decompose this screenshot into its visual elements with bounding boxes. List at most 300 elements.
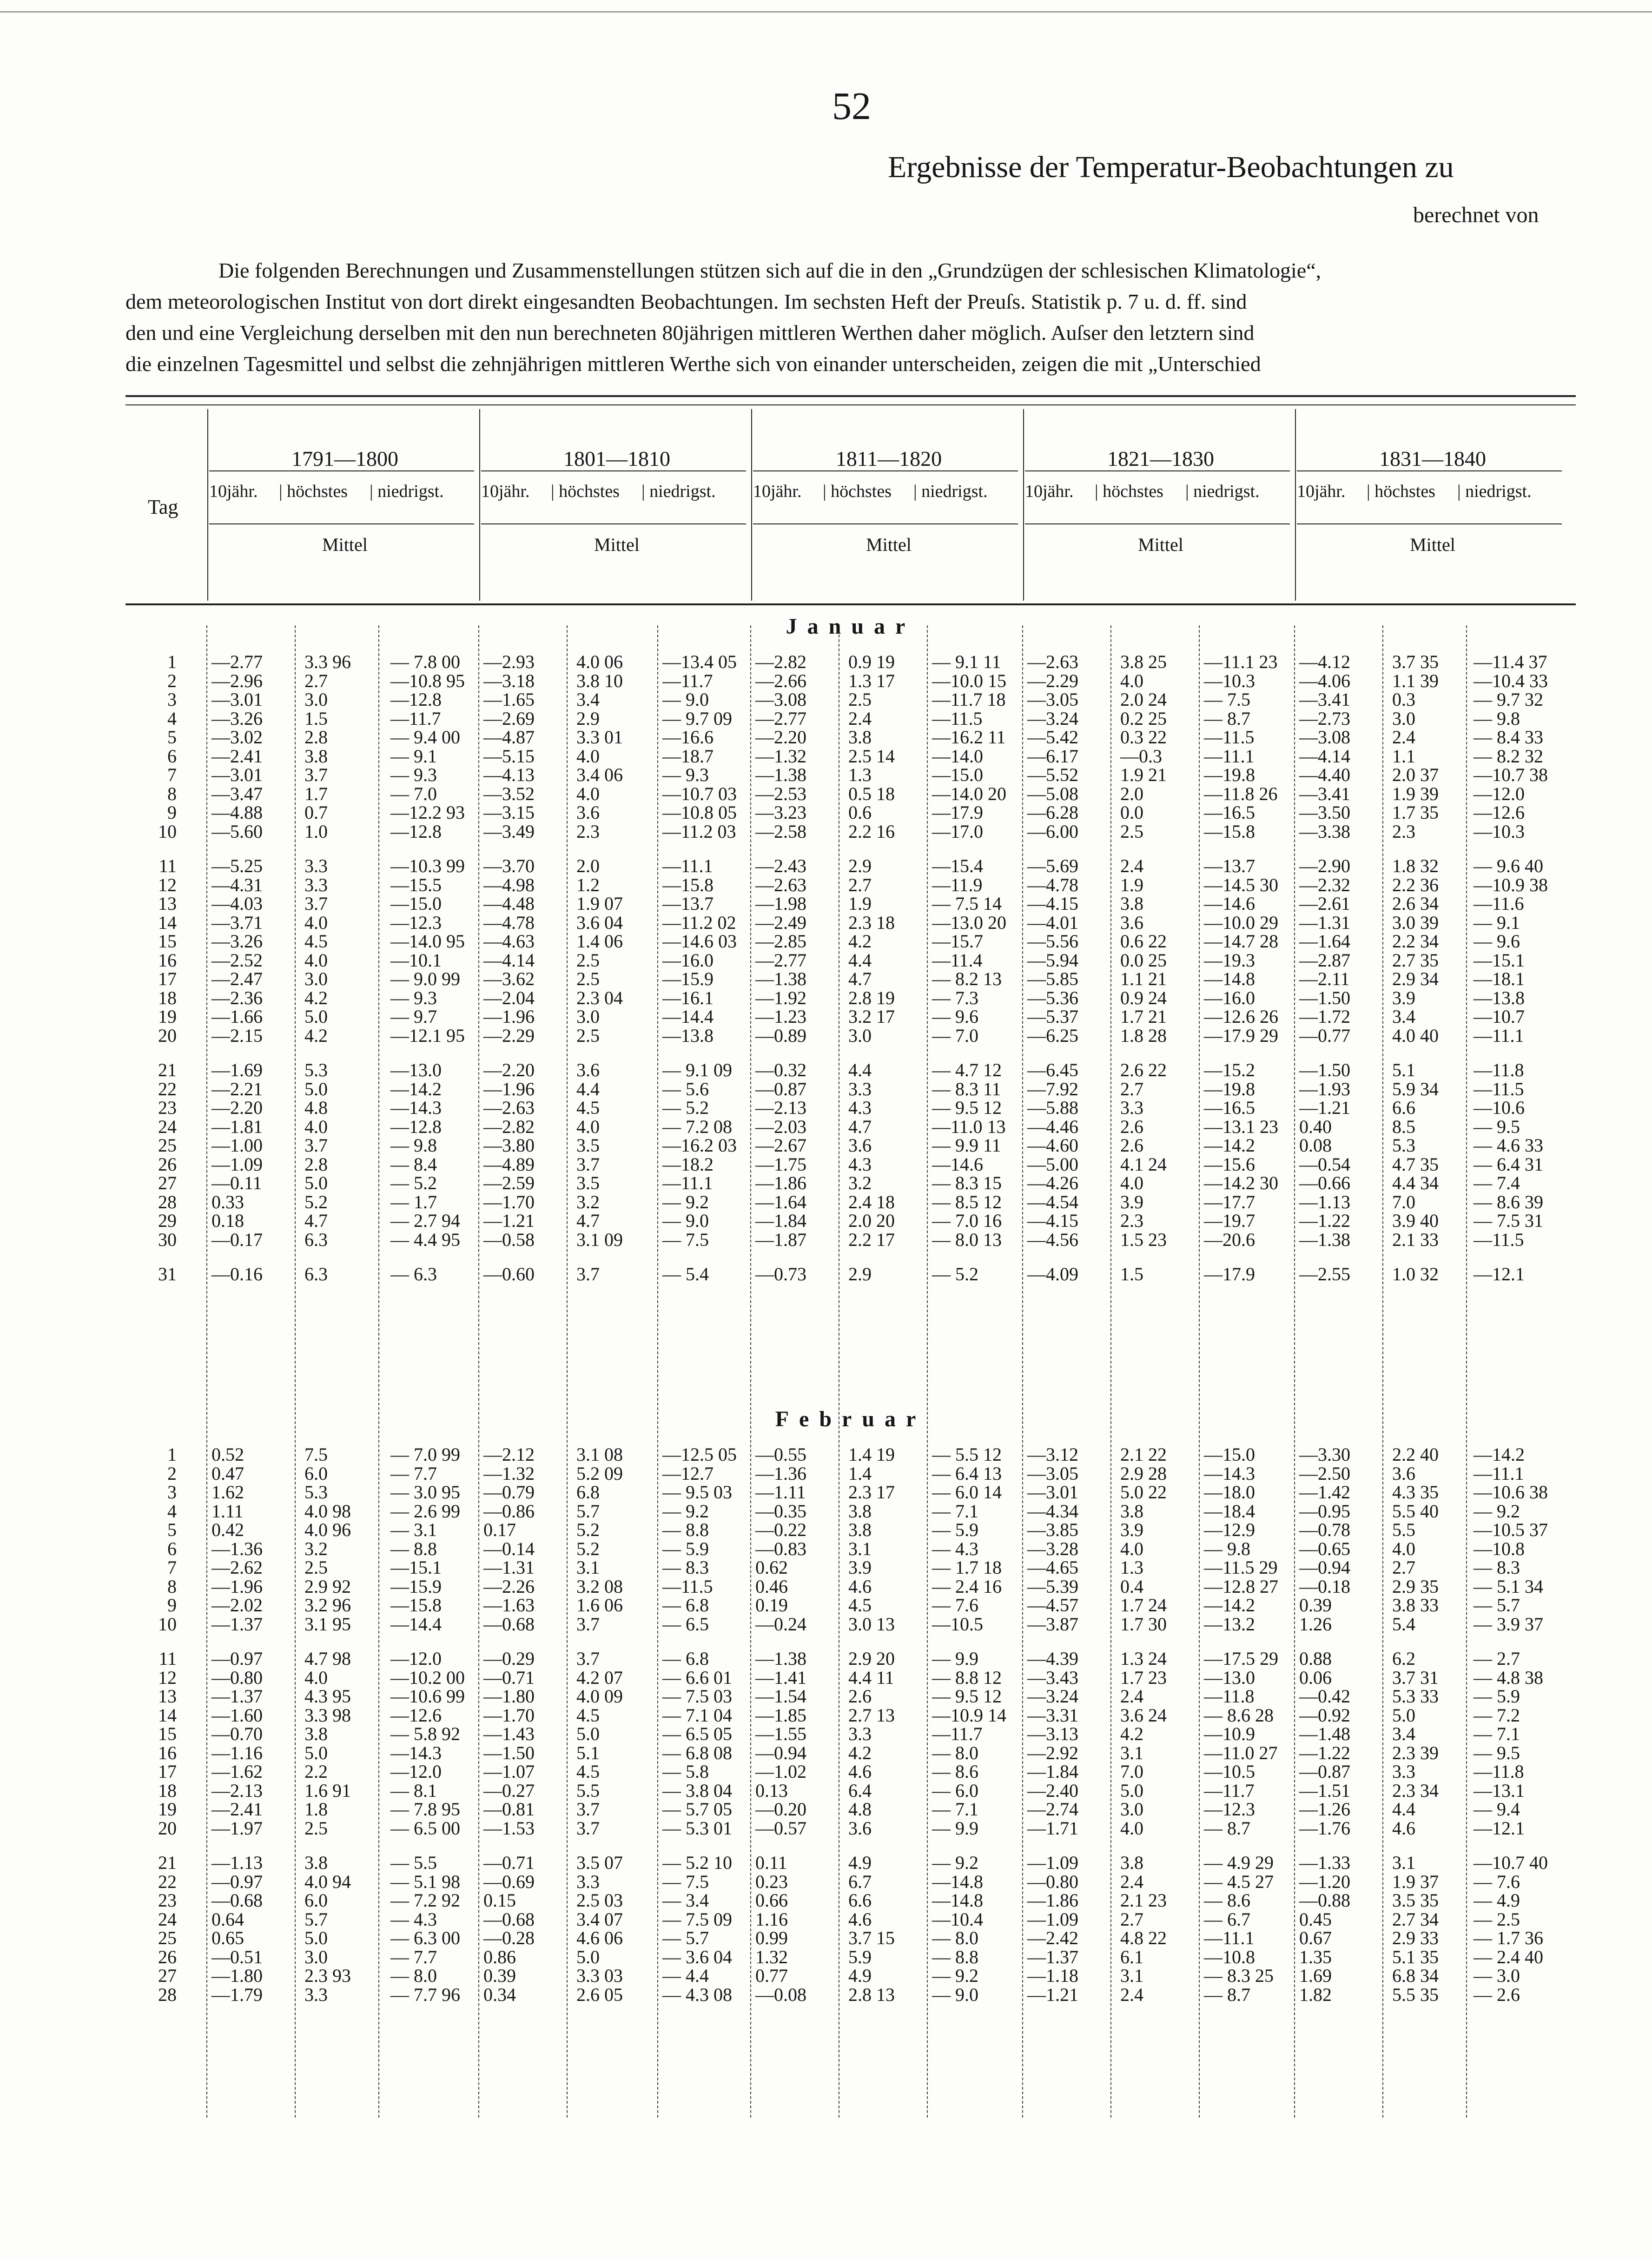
mean-cell: —0.79 <box>483 1482 535 1503</box>
min-cell: —11.5 29 <box>1204 1557 1278 1578</box>
max-cell: 4.7 35 <box>1392 1153 1439 1175</box>
min-cell: —11.7 <box>932 1723 983 1744</box>
max-cell: 4.2 <box>848 1742 872 1763</box>
mean-cell: —0.08 <box>755 1984 806 2005</box>
min-cell: — 9.4 00 <box>390 727 460 748</box>
mean-cell: —1.54 <box>755 1686 806 1707</box>
mean-cell: —1.84 <box>1027 1761 1078 1782</box>
max-cell: 1.6 06 <box>576 1595 623 1616</box>
table-row <box>0 1137 1652 1154</box>
min-cell: — 8.7 <box>1204 708 1250 729</box>
min-cell: — 5.2 <box>932 1264 978 1285</box>
max-cell: 3.0 <box>304 689 328 710</box>
day-cell: 14 <box>158 1704 177 1726</box>
max-cell: 2.2 36 <box>1392 874 1439 895</box>
table-row <box>0 1080 1652 1098</box>
decade-header: 1831—1840 <box>1379 447 1486 470</box>
mean-cell: —0.94 <box>755 1742 806 1763</box>
min-cell: —13.1 <box>1474 1780 1525 1801</box>
min-cell: —14.0 95 <box>390 931 465 952</box>
max-cell: 2.9 28 <box>1120 1463 1167 1484</box>
max-cell: 3.4 <box>1392 1723 1415 1744</box>
header-rule-top-thin <box>126 404 1576 405</box>
subheader-rule <box>753 523 1018 524</box>
max-cell: 3.0 <box>304 1946 328 1967</box>
mean-cell: —0.95 <box>1299 1500 1350 1522</box>
max-cell: 3.4 06 <box>576 764 623 785</box>
min-cell: —11.6 <box>1474 893 1524 914</box>
mean-cell: —4.78 <box>483 912 535 933</box>
max-cell: 2.0 20 <box>848 1210 895 1231</box>
min-cell: — 4.9 <box>1474 1890 1520 1911</box>
max-cell: 1.1 39 <box>1392 670 1439 691</box>
mean-cell: —0.42 <box>1299 1686 1350 1707</box>
mean-cell: —1.71 <box>1027 1817 1078 1839</box>
min-cell: — 6.7 <box>1204 1908 1250 1930</box>
intro-line: den und eine Vergleichung derselben mit den nun berechneten 80jährigen mittleren Werthen daher möglich. Auſser den letztern sind <box>126 321 1255 344</box>
mean-cell: —3.31 <box>1027 1704 1078 1726</box>
mean-cell: —0.65 <box>1299 1538 1350 1559</box>
min-cell: —17.5 29 <box>1204 1648 1278 1669</box>
min-cell: —11.7 <box>1204 1780 1255 1801</box>
min-cell: — 2.5 <box>1474 1908 1520 1930</box>
mean-cell: 0.46 <box>755 1576 788 1597</box>
mean-cell: —1.70 <box>483 1191 535 1212</box>
mean-cell: —2.02 <box>211 1595 263 1616</box>
max-cell: 3.0 13 <box>848 1613 895 1635</box>
min-cell: — 9.2 <box>662 1500 709 1522</box>
mean-cell: —0.97 <box>211 1871 263 1892</box>
min-cell: —10.3 <box>1474 821 1525 842</box>
min-cell: —11.7 <box>390 708 441 729</box>
mean-cell: —0.29 <box>483 1648 535 1669</box>
max-cell: 2.5 <box>576 968 600 989</box>
day-cell: 11 <box>159 1648 177 1669</box>
day-cell: 9 <box>167 802 177 823</box>
mean-cell: —1.50 <box>483 1742 535 1763</box>
max-cell: 1.1 21 <box>1120 968 1167 989</box>
max-cell: 3.9 <box>1120 1191 1143 1212</box>
column-subheader: | höchstes <box>551 482 620 501</box>
max-cell: 2.9 <box>848 855 872 876</box>
mean-cell: —1.75 <box>755 1153 806 1175</box>
min-cell: —14.5 30 <box>1204 874 1278 895</box>
mean-cell: 1.11 <box>211 1500 244 1522</box>
min-cell: — 8.6 39 <box>1474 1191 1543 1212</box>
min-cell: — 9.3 <box>390 987 437 1008</box>
min-cell: — 8.1 <box>390 1780 437 1801</box>
min-cell: — 7.0 16 <box>932 1210 1002 1231</box>
min-cell: —14.2 <box>1474 1444 1525 1465</box>
mean-cell: —1.64 <box>1299 931 1350 952</box>
max-cell: 3.2 17 <box>848 1006 895 1027</box>
min-cell: —10.7 38 <box>1474 764 1548 785</box>
min-cell: — 5.2 <box>390 1172 437 1193</box>
max-cell: 2.0 <box>576 855 600 876</box>
mean-cell: —1.36 <box>211 1538 263 1559</box>
min-cell: — 3.1 <box>390 1519 437 1540</box>
max-cell: 0.9 24 <box>1120 987 1167 1008</box>
column-subheader: | niedrigst. <box>1185 482 1260 501</box>
day-cell: 1 <box>167 1444 177 1465</box>
table-row <box>0 1540 1652 1558</box>
min-cell: —11.5 <box>662 1576 713 1597</box>
max-cell: 4.0 <box>304 912 328 933</box>
max-cell: 3.5 35 <box>1392 1890 1439 1911</box>
min-cell: — 5.7 <box>1474 1595 1520 1616</box>
mean-cell: —0.94 <box>1299 1557 1350 1578</box>
day-cell: 20 <box>158 1817 177 1839</box>
max-cell: 1.6 91 <box>304 1780 351 1801</box>
max-cell: 6.3 <box>304 1229 328 1250</box>
min-cell: — 5.8 <box>662 1761 709 1782</box>
mean-cell: —0.11 <box>211 1172 262 1193</box>
table-row <box>0 1986 1652 2004</box>
max-cell: 3.3 01 <box>576 727 623 748</box>
table-row <box>0 745 1652 767</box>
min-cell: — 7.5 <box>1204 689 1250 710</box>
max-cell: 2.2 16 <box>848 821 895 842</box>
mean-cell: —2.52 <box>211 949 263 971</box>
day-cell: 23 <box>158 1890 177 1911</box>
mean-cell: —0.27 <box>483 1780 535 1801</box>
min-cell: — 7.5 <box>662 1871 709 1892</box>
day-cell: 7 <box>167 764 177 785</box>
max-cell: —0.3 <box>1120 745 1162 767</box>
min-cell: —11.2 02 <box>662 912 736 933</box>
mean-cell: —5.36 <box>1027 987 1078 1008</box>
mean-cell: —0.24 <box>755 1613 806 1635</box>
max-cell: 3.6 <box>1392 1463 1415 1484</box>
max-cell: 2.5 03 <box>576 1890 623 1911</box>
min-cell: — 5.9 <box>1474 1686 1520 1707</box>
mean-cell: —2.77 <box>211 651 263 672</box>
day-cell: 21 <box>158 1059 177 1080</box>
mean-cell: —0.88 <box>1299 1890 1350 1911</box>
min-cell: — 3.4 <box>662 1890 709 1911</box>
max-cell: 2.7 34 <box>1392 1908 1439 1930</box>
table-row <box>0 895 1652 913</box>
mean-cell: —4.40 <box>1299 764 1350 785</box>
page-title: Ergebnisse der Temperatur-Beobachtungen zu <box>888 150 1454 184</box>
mean-cell: —1.86 <box>755 1172 806 1193</box>
table-row <box>0 1929 1652 1947</box>
max-cell: 2.7 35 <box>1392 949 1439 971</box>
min-cell: —12.0 <box>390 1761 442 1782</box>
max-cell: 4.8 22 <box>1120 1927 1167 1948</box>
min-cell: —12.8 <box>390 1116 442 1137</box>
day-cell: 5 <box>167 727 177 748</box>
mean-cell: —2.53 <box>755 783 806 804</box>
min-cell: — 3.9 37 <box>1474 1613 1543 1635</box>
mean-cell: —4.46 <box>1027 1116 1078 1137</box>
table-row <box>0 1596 1652 1614</box>
min-cell: —13.4 05 <box>662 651 737 672</box>
min-cell: — 2.6 <box>1474 1984 1520 2005</box>
column-subheader: | höchstes <box>279 482 348 501</box>
max-cell: 5.3 33 <box>1392 1686 1439 1707</box>
mean-cell: —2.36 <box>211 987 263 1008</box>
min-cell: — 3.0 95 <box>390 1482 460 1503</box>
mean-cell: —0.86 <box>483 1500 535 1522</box>
min-cell: — 4.4 <box>662 1965 709 1986</box>
mean-cell: —1.96 <box>483 1078 535 1099</box>
min-cell: —11.8 <box>1204 1686 1255 1707</box>
table-row <box>0 728 1652 746</box>
min-cell: — 5.9 <box>932 1519 978 1540</box>
max-cell: 3.7 <box>576 1264 600 1285</box>
min-cell: —18.0 <box>1204 1482 1255 1503</box>
max-cell: 2.1 33 <box>1392 1229 1439 1250</box>
max-cell: 2.4 <box>1120 1984 1143 2005</box>
max-cell: 3.1 95 <box>304 1613 351 1635</box>
mean-cell: —1.69 <box>211 1059 263 1080</box>
min-cell: — 5.7 <box>662 1927 709 1948</box>
mean-cell: 0.62 <box>755 1557 788 1578</box>
min-cell: —11.0 27 <box>1204 1742 1278 1763</box>
min-cell: — 1.7 <box>390 1191 437 1212</box>
min-cell: —15.9 <box>390 1576 442 1597</box>
max-cell: 2.3 <box>1392 821 1415 842</box>
mean-cell: —2.29 <box>1027 670 1078 691</box>
min-cell: — 9.3 <box>390 764 437 785</box>
table-row <box>0 804 1652 821</box>
header-column-divider <box>1295 409 1296 601</box>
mean-cell: —3.52 <box>483 783 535 804</box>
min-cell: — 8.3 <box>1474 1557 1520 1578</box>
table-row <box>0 1613 1652 1635</box>
min-cell: — 9.5 12 <box>932 1097 1002 1118</box>
max-cell: 2.6 22 <box>1120 1059 1167 1080</box>
day-cell: 3 <box>167 689 177 710</box>
min-cell: — 9.8 <box>1474 708 1520 729</box>
mean-cell: —4.54 <box>1027 1191 1078 1212</box>
max-cell: 5.3 <box>304 1482 328 1503</box>
mean-cell: 0.08 <box>1299 1135 1332 1156</box>
max-cell: 1.9 <box>848 893 872 914</box>
mean-cell: 0.66 <box>755 1890 788 1911</box>
min-cell: —12.6 <box>390 1704 442 1726</box>
max-cell: 1.9 07 <box>576 893 623 914</box>
day-cell: 3 <box>167 1482 177 1503</box>
min-cell: —19.7 <box>1204 1210 1255 1231</box>
mean-cell: —6.00 <box>1027 821 1078 842</box>
mean-cell: —1.43 <box>483 1723 535 1744</box>
day-cell: 18 <box>158 987 177 1008</box>
mean-cell: —0.89 <box>755 1025 806 1046</box>
max-cell: 3.7 15 <box>848 1927 895 1948</box>
day-cell: 18 <box>158 1780 177 1801</box>
max-cell: 3.1 <box>848 1538 872 1559</box>
day-cell: 21 <box>158 1852 177 1873</box>
max-cell: 2.7 <box>1120 1908 1143 1930</box>
min-cell: — 7.5 09 <box>662 1908 732 1930</box>
min-cell: — 9.5 03 <box>662 1482 732 1503</box>
max-cell: 5.9 34 <box>1392 1078 1439 1099</box>
max-cell: 3.7 <box>576 1153 600 1175</box>
subheader-rule <box>481 470 746 471</box>
max-cell: 1.9 37 <box>1392 1871 1439 1892</box>
min-cell: —11.5 <box>1204 727 1255 748</box>
min-cell: — 7.6 <box>1474 1871 1520 1892</box>
mean-cell: —3.05 <box>1027 1463 1078 1484</box>
mean-cell: —2.42 <box>1027 1927 1078 1948</box>
mean-cell: —0.22 <box>755 1519 806 1540</box>
mean-cell: —1.11 <box>755 1482 806 1503</box>
table-row <box>0 1212 1652 1230</box>
min-cell: — 6.3 <box>390 1264 437 1285</box>
min-cell: —19.3 <box>1204 949 1255 971</box>
day-cell: 16 <box>158 949 177 971</box>
mean-cell: —0.20 <box>755 1799 806 1820</box>
max-cell: 2.7 <box>304 670 328 691</box>
max-cell: 3.8 <box>848 727 872 748</box>
max-cell: 4.5 <box>576 1761 600 1782</box>
min-cell: —15.0 <box>390 893 442 914</box>
min-cell: — 7.2 92 <box>390 1890 460 1911</box>
max-cell: 4.2 <box>304 987 328 1008</box>
min-cell: —14.2 <box>1204 1595 1255 1616</box>
max-cell: 3.8 <box>848 1519 872 1540</box>
mean-cell: —1.86 <box>1027 1890 1078 1911</box>
min-cell: —13.1 23 <box>1204 1116 1278 1137</box>
max-cell: 3.3 <box>848 1723 872 1744</box>
max-cell: 3.7 <box>576 1799 600 1820</box>
max-cell: 3.9 <box>1120 1519 1143 1540</box>
min-cell: —11.1 <box>1474 1463 1524 1484</box>
min-cell: —10.7 40 <box>1474 1852 1548 1873</box>
min-cell: —11.1 <box>662 855 713 876</box>
max-cell: 2.3 <box>1120 1210 1143 1231</box>
mean-cell: —1.26 <box>1299 1799 1350 1820</box>
day-cell: 27 <box>158 1965 177 1986</box>
mean-cell: —0.81 <box>483 1799 535 1820</box>
mean-cell: —1.02 <box>755 1761 806 1782</box>
table-row <box>0 1892 1652 1909</box>
mean-cell: —1.32 <box>755 745 806 767</box>
max-cell: 3.1 08 <box>576 1444 623 1465</box>
max-cell: 3.8 <box>848 1500 872 1522</box>
mean-cell: 0.42 <box>211 1519 244 1540</box>
mean-cell: —1.55 <box>755 1723 806 1744</box>
min-cell: — 9.7 32 <box>1474 689 1543 710</box>
mean-cell: —1.79 <box>211 1984 263 2005</box>
mean-cell: —1.37 <box>1027 1946 1078 1967</box>
mean-cell: —1.76 <box>1299 1817 1350 1839</box>
mean-cell: —2.92 <box>1027 1742 1078 1763</box>
min-cell: — 5.8 92 <box>390 1723 460 1744</box>
max-cell: 3.2 <box>576 1191 600 1212</box>
decade-header: 1821—1830 <box>1107 447 1214 470</box>
column-subheader: 10jähr. <box>481 482 530 501</box>
min-cell: —10.1 <box>390 949 442 971</box>
mean-cell: —3.08 <box>1299 727 1350 748</box>
mean-cell: —6.17 <box>1027 745 1078 767</box>
max-cell: 3.8 <box>1120 893 1143 914</box>
column-subheader: 10jähr. <box>1297 482 1346 501</box>
min-cell: — 9.7 09 <box>662 708 732 729</box>
max-cell: 3.7 <box>576 1648 600 1669</box>
min-cell: —20.6 <box>1204 1229 1255 1250</box>
max-cell: 4.0 <box>1120 1172 1143 1193</box>
min-cell: — 7.5 14 <box>932 893 1002 914</box>
mean-cell: —3.41 <box>1299 689 1350 710</box>
max-cell: 3.8 <box>304 745 328 767</box>
mean-cell: —4.34 <box>1027 1500 1078 1522</box>
min-cell: — 2.4 40 <box>1474 1946 1543 1967</box>
table-row <box>0 1744 1652 1762</box>
min-cell: — 7.6 <box>932 1595 978 1616</box>
max-cell: 4.0 <box>1120 670 1143 691</box>
mean-cell: 0.99 <box>755 1927 788 1948</box>
day-cell: 28 <box>158 1984 177 2005</box>
mean-cell: —2.85 <box>755 931 806 952</box>
min-cell: —11.5 <box>932 708 983 729</box>
mean-cell: 0.65 <box>211 1927 244 1948</box>
min-cell: — 9.9 <box>932 1648 978 1669</box>
min-cell: — 8.3 15 <box>932 1172 1002 1193</box>
max-cell: 2.5 <box>576 1025 600 1046</box>
max-cell: 0.6 22 <box>1120 931 1167 952</box>
max-cell: 3.2 08 <box>576 1576 623 1597</box>
mean-cell: 0.33 <box>211 1191 244 1212</box>
day-cell: 6 <box>167 745 177 767</box>
column-subheader: | höchstes <box>1095 482 1163 501</box>
min-cell: — 8.3 <box>662 1557 709 1578</box>
min-cell: — 8.5 12 <box>932 1191 1002 1212</box>
mean-cell: —2.58 <box>755 821 806 842</box>
max-cell: 5.2 <box>304 1191 328 1212</box>
max-cell: 4.6 06 <box>576 1927 623 1948</box>
max-cell: 4.0 09 <box>576 1686 623 1707</box>
min-cell: —12.3 <box>1204 1799 1255 1820</box>
max-cell: 2.9 35 <box>1392 1576 1439 1597</box>
max-cell: 2.8 <box>304 1153 328 1175</box>
min-cell: — 9.0 <box>662 689 709 710</box>
min-cell: —10.9 14 <box>932 1704 1006 1726</box>
min-cell: — 5.2 <box>662 1097 709 1118</box>
mean-cell: —4.14 <box>1299 745 1350 767</box>
mean-cell: —0.28 <box>483 1927 535 1948</box>
max-cell: 5.0 22 <box>1120 1482 1167 1503</box>
mean-cell: —3.43 <box>1027 1667 1078 1688</box>
min-cell: —10.6 38 <box>1474 1482 1548 1503</box>
min-cell: — 1.7 36 <box>1474 1927 1543 1948</box>
mean-cell: —2.59 <box>483 1172 535 1193</box>
day-cell: 27 <box>158 1172 177 1193</box>
mean-cell: 1.16 <box>755 1908 788 1930</box>
min-cell: —15.1 <box>1474 949 1525 971</box>
min-cell: —13.7 <box>662 893 714 914</box>
min-cell: —12.1 <box>1474 1264 1525 1285</box>
mean-cell: —1.80 <box>211 1965 263 1986</box>
max-cell: 2.4 <box>1120 1871 1143 1892</box>
max-cell: 3.7 <box>304 1135 328 1156</box>
mean-cell: —3.01 <box>1027 1482 1078 1503</box>
min-cell: — 2.7 <box>1474 1648 1520 1669</box>
mean-cell: —1.13 <box>211 1852 263 1873</box>
table-row <box>0 1008 1652 1026</box>
day-cell: 8 <box>167 783 177 804</box>
table-row <box>0 1061 1652 1079</box>
table-row <box>0 1725 1652 1743</box>
subheader-rule <box>753 470 1018 471</box>
max-cell: 4.5 <box>848 1595 872 1616</box>
min-cell: — 4.3 <box>390 1908 437 1930</box>
max-cell: 2.9 <box>848 1264 872 1285</box>
max-cell: 3.1 <box>1392 1852 1415 1873</box>
min-cell: — 8.8 <box>932 1946 978 1967</box>
